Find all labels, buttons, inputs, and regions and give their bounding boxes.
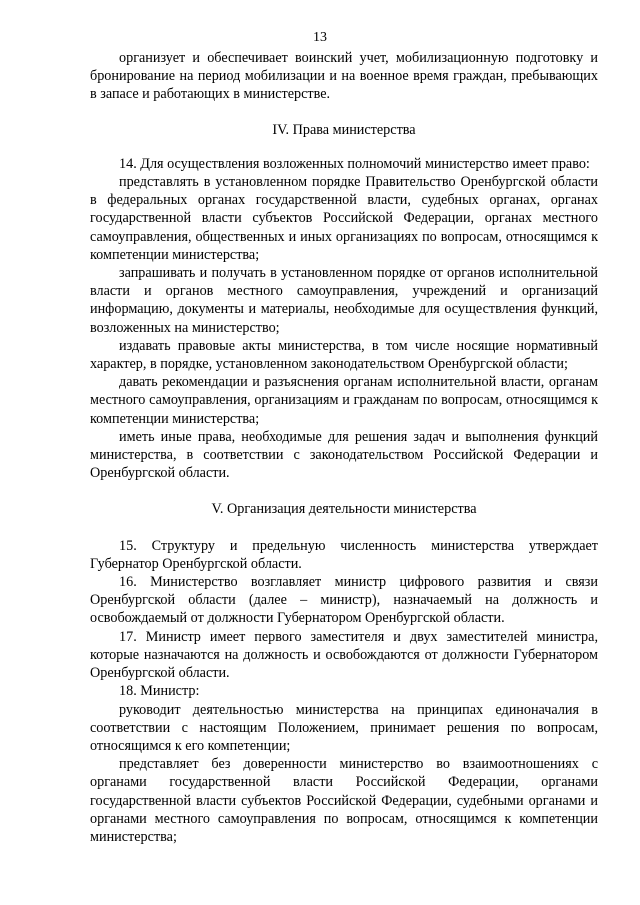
page-number: 13	[313, 30, 327, 45]
paragraph-18: 18. Министр:	[119, 683, 200, 700]
paragraph-17: 17. Министр имеет первого заместителя и двух заместителей министра, которые назначаются на должность и освобождаются от должности Губернатором Оренбургской области.	[90, 628, 598, 682]
paragraph-14: 14. Для осуществления возложенных полномочий министерство имеет право:	[119, 155, 590, 172]
paragraph-legal-acts: издавать правовые акты министерства, в том числе носящие нормативный характер, в порядке, установленном законодательством Оренбургской области;	[90, 337, 598, 373]
paragraph-other-rights: иметь иные права, необходимые для решения задач и выполнения функций министерства, в соответствии с законодательством Российской Федерации и Оренбургской области.	[90, 428, 598, 482]
paragraph-recommendations: давать рекомендации и разъяснения органам исполнительной власти, органам местного самоуправления, организациям и гражданам по вопросам, относящимся к компетенции министерства;	[90, 374, 598, 427]
document-body	[90, 49, 598, 846]
section-5-heading: V. Организация деятельности министерства	[211, 501, 477, 518]
paragraph-manages: руководит деятельностью министерства на принципах единоначалия в соответствии с настоящим Положением, принимает решения по вопросам, относящимся к его компетенции;	[90, 701, 598, 754]
paragraph-16: 16. Министерство возглавляет министр цифрового развития и связи Оренбургской области (далее – министр), назначаемый на должность и освобождаемый от должности Губернатором Оренбургской области.	[90, 574, 598, 627]
paragraph-15: 15. Структуру и предельную численность министерства утверждает Губернатор Оренбургской области.	[90, 537, 598, 572]
paragraph-represent: представлять в установленном порядке Правительство Оренбургской области в федеральных органах государственной власти, судебных органах, органах государственной власти субъектов Российской Федерации, органах местного самоуправления, общественных и иных организациях по вопросам, относящимся к компетенции министерства;	[90, 174, 598, 263]
paragraph-represents-without-power-of-attorney: представляет без доверенности министерство во взаимоотношениях с органами государственной власти Российской Федерации, органами государственной власти субъектов Российской Федерации, судебными органами и органами местного самоуправления по вопросам, относящимся к компетенции министерства;	[90, 756, 598, 845]
paragraph-request: запрашивать и получать в установленном порядке от органов исполнительной власти и органов местного самоуправления, учреждений и организаций информацию, документы и материалы, необходимые для осуществления функций, возложенных на министерство;	[90, 265, 598, 336]
paragraph-military-registration: организует и обеспечивает воинский учет, мобилизационную подготовку и бронирование на период мобилизации и на военное время граждан, пребывающих в запасе и работающих в министерстве.	[90, 50, 598, 103]
section-4-heading: IV. Права министерства	[272, 121, 416, 138]
